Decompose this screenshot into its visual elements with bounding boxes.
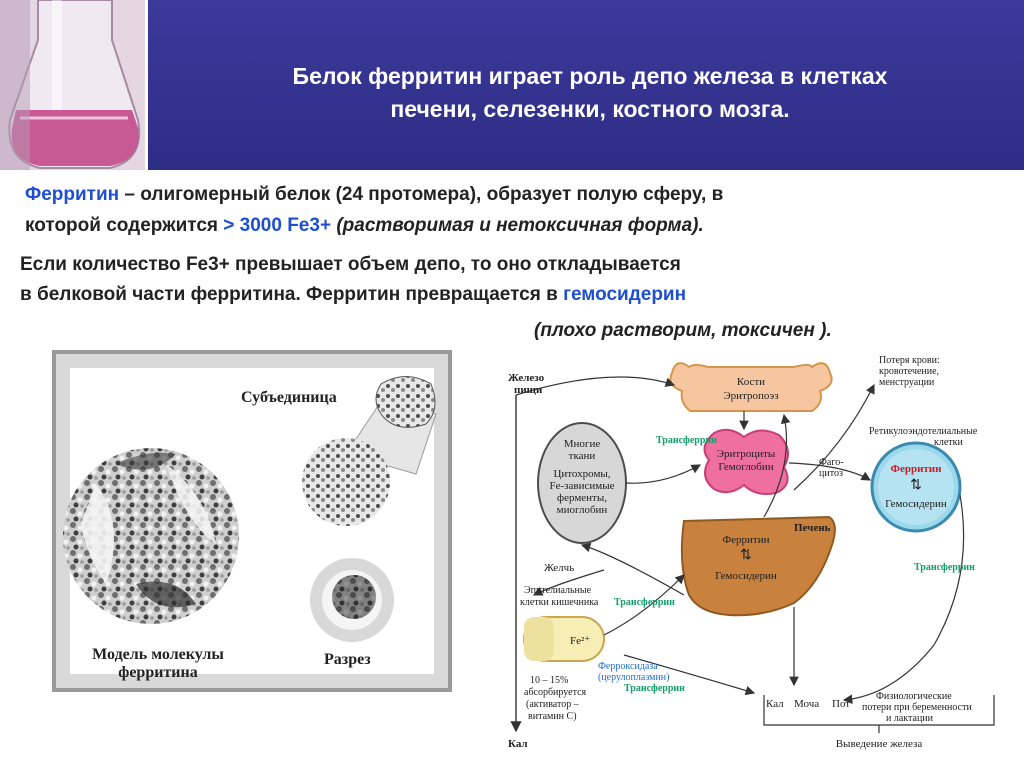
hemosiderin-term: гемосидерин	[563, 284, 687, 305]
tissues-label-4: Fe-зависимые	[549, 480, 615, 492]
slide-title-line1: Белок ферритин играет роль депо железа в клетках	[292, 63, 888, 89]
feces-label: Кал	[508, 738, 528, 750]
transferrin-label-bottom: Трансферрин	[624, 683, 685, 694]
liver-label: Печень	[794, 522, 831, 534]
tissues-label-3: Цитохромы,	[553, 468, 611, 480]
paragraph-line-4	[20, 284, 686, 306]
slide-title-line2: печени, селезенки, костного мозга.	[390, 96, 790, 122]
iron-amount: > 3000 Fe3+	[223, 215, 332, 236]
absorption-label-2: абсорбируется	[524, 687, 587, 698]
tissues-label-2: ткани	[568, 450, 596, 462]
physiological-losses-label-3: и лактации	[886, 713, 933, 724]
tissues-label-1: Многие	[563, 438, 601, 450]
erythrocytes-label-2: Гемоглобин	[718, 461, 774, 473]
re-label-1: Ретикулоэндотелиальные	[869, 426, 978, 437]
hemosiderin-note: (плохо растворим, токсичен ).	[534, 320, 832, 341]
ferritin-small-sphere	[302, 438, 390, 526]
paragraph-line-1	[25, 184, 723, 206]
re-equilibrium-icon: ⇅	[910, 478, 922, 493]
paragraph-line-1-rest: – олигомерный белок (24 протомера), образует полую сферу, в	[119, 184, 724, 205]
slide-title	[170, 60, 1010, 126]
liver-equilibrium-icon: ⇅	[740, 548, 752, 563]
food-iron-label-2: пищи	[514, 384, 543, 396]
iron-metabolism-diagram	[494, 355, 1024, 765]
transferrin-label-middle: Трансферрин	[614, 597, 675, 608]
ferritin-model-sphere	[63, 448, 239, 624]
fe2-label: Fe²⁺	[570, 635, 591, 647]
enterocytes-label-2: клетки кишечника	[520, 597, 599, 608]
paragraph-line-3: Если количество Fe3+ превышает объем депо, то оно откладывается	[20, 254, 681, 275]
enterocytes-label-1: Эпителиальные	[524, 585, 592, 596]
ferritin-molecule-panel	[52, 350, 452, 692]
excretion-feces-label: Кал	[766, 698, 784, 710]
absorption-label-3: (активатор –	[526, 699, 579, 710]
paragraph-line-2	[25, 215, 704, 237]
excretion-sweat-label: Пот	[832, 698, 851, 710]
subunit-label: Субъединица	[241, 389, 337, 406]
bones-label-1: Кости	[736, 376, 766, 388]
flask-icon	[0, 0, 148, 170]
ferritin-term: Ферритин	[25, 184, 120, 205]
physiological-losses-label-1: Физиологические	[876, 691, 952, 702]
absorption-label-4: витамин С)	[528, 711, 577, 722]
paragraph-line-2-start: которой содержится	[25, 215, 224, 236]
transferrin-label-right: Трансферрин	[914, 562, 975, 573]
tissues-label-6: миоглобин	[556, 504, 608, 516]
liver-ferritin-label: Ферритин	[722, 534, 770, 546]
physiological-losses-label-2: потери при беременности	[862, 702, 972, 713]
model-label	[78, 646, 238, 682]
soluble-form-note: (растворимая и нетоксичная форма).	[331, 215, 704, 236]
liver-hemosiderin-label: Гемосидерин	[715, 570, 777, 582]
blood-loss-label-3: менструации	[879, 377, 935, 388]
excretion-label: Выведение железа	[835, 738, 923, 750]
absorption-label-1: 10 – 15%	[530, 675, 569, 686]
blood-loss-label-2: кровотечение,	[879, 366, 940, 377]
ferroxidase-label-2: (церулоплазмин)	[598, 672, 670, 683]
re-ferritin-label: Ферритин	[890, 463, 942, 475]
re-hemosiderin-label: Гемосидерин	[885, 498, 947, 510]
transferrin-label-top: Трансферрин	[656, 435, 717, 446]
section-label: Разрез	[324, 651, 371, 668]
enterocyte-node	[524, 617, 604, 661]
flask-image	[0, 0, 148, 170]
excretion-urine-label: Моча	[794, 698, 820, 710]
blood-loss-label-1: Потеря крови:	[879, 355, 940, 366]
phagocytosis-label-1: Фаго-	[819, 457, 844, 468]
model-label-line1: Модель молекулы	[92, 646, 224, 663]
bile-label: Желчь	[544, 562, 575, 574]
slide-header	[0, 0, 1024, 170]
erythrocytes-label-1: Эритроциты	[716, 448, 776, 460]
phagocytosis-label-2: цитоз	[819, 468, 843, 479]
ferroxidase-label-1: Ферроксидаза	[598, 661, 658, 672]
tissues-label-5: ферменты,	[556, 492, 608, 504]
model-label-line2: ферритина	[118, 664, 198, 681]
paragraph-line-4-start: в белковой части ферритина. Ферритин превращается в	[20, 284, 564, 305]
food-iron-label-1: Железо	[508, 372, 545, 384]
ferritin-cross-section	[310, 558, 394, 642]
re-label-2: клетки	[934, 437, 963, 448]
bones-label-2: Эритропоэз	[723, 390, 779, 402]
